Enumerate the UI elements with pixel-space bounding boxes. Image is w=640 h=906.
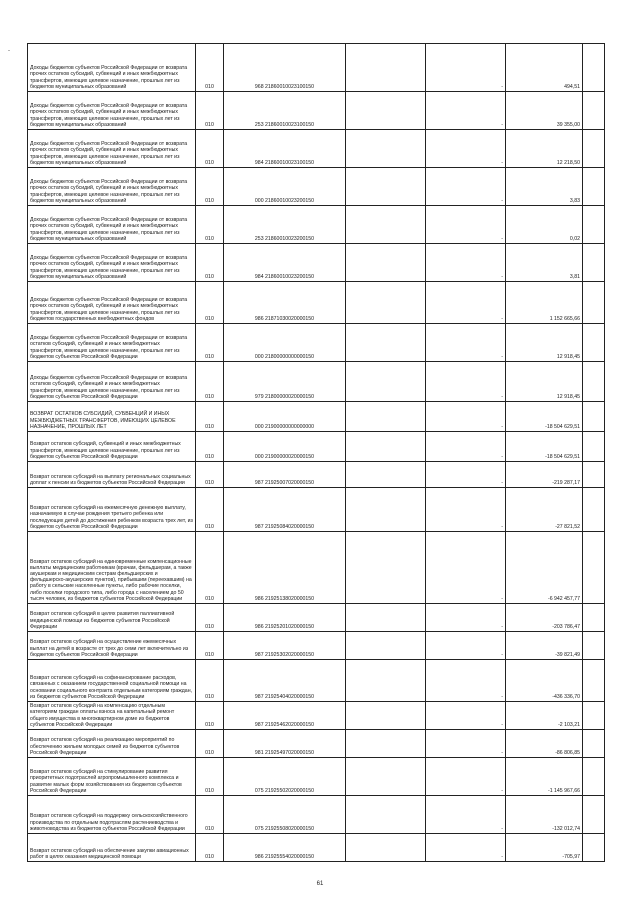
row-empty-cell [346,532,426,604]
table-row [28,532,605,604]
row-empty-cell [583,362,605,402]
row-dash-cell: - [426,660,506,702]
row-amount: -18 504 629,51 [506,432,583,462]
table-row [28,282,605,324]
row-dash-cell: - [426,604,506,632]
row-dash-cell: - [426,92,506,130]
row-amount: -27 821,52 [506,488,583,532]
row-name: Возврат остатков субсидий, субвенций и иных межбюджетных трансфертов, имеющих целевое назначение, прошлых лет из бюджетов субъектов Российской Федерации [28,432,196,462]
row-empty-cell [583,488,605,532]
row-kbk-code: 968 21860010023100150 [224,44,346,92]
row-empty-cell [346,758,426,796]
row-dash-cell: - [426,362,506,402]
table-row [28,168,605,206]
row-name: Доходы бюджетов субъектов Российской Федерации от возврата прочих остатков субсидий, субвенций и иных межбюджетных трансфертов, имеющих целевое назначение, прошлых лет из бюджетов муниципальных образований [28,206,196,244]
row-kbk-code: 986 21925138020000150 [224,532,346,604]
revenue-table [27,43,605,862]
row-empty-cell [346,282,426,324]
table-row [28,432,605,462]
row-dash-cell: - [426,244,506,282]
row-amount: 12 918,45 [506,362,583,402]
row-code: 010 [196,362,224,402]
table-row [28,92,605,130]
row-name: Возврат остатков субсидий на единовременные компенсационные выплаты медицинским работникам (врачам, фельдшерам, а также акушеркам и медицинским сестрам фельдшерских и фельдшерско-акушерских пунктов), прибывшим (переехавшим) на работу в сельские населенные пункты, либо рабочие поселки, либо поселки городского типа, либо города с населением до 50 тысяч человек, из бюджетов субъектов Российской Федерации [28,532,196,604]
table-row [28,206,605,244]
table-row [28,660,605,702]
row-code: 010 [196,282,224,324]
row-kbk-code: 253 21860010023100150 [224,92,346,130]
row-dash-cell: - [426,282,506,324]
table-row [28,244,605,282]
row-amount: -6 942 457,77 [506,532,583,604]
row-empty-cell [583,324,605,362]
row-kbk-code: 253 21860010023200150 [224,206,346,244]
row-dash-cell: - [426,432,506,462]
table-row [28,488,605,532]
row-name: Доходы бюджетов субъектов Российской Федерации от возврата остатков субсидий, субвенций и иных межбюджетных трансфертов, имеющих целевое назначение, прошлых лет из бюджетов субъектов Российской Федерации [28,362,196,402]
row-amount: 3,81 [506,244,583,282]
row-empty-cell [346,796,426,834]
table-row [28,362,605,402]
row-kbk-code: 981 21925497020000150 [224,730,346,758]
row-empty-cell [583,462,605,488]
row-empty-cell [346,168,426,206]
row-empty-cell [583,532,605,604]
row-name: Возврат остатков субсидий на стимулирование развития приоритетных подотраслей агропромышленного комплекса и развитие малых форм хозяйствования из бюджетов субъектов Российской Федерации [28,758,196,796]
row-code: 010 [196,324,224,362]
row-dash-cell: - [426,632,506,660]
row-code: 010 [196,604,224,632]
row-code: 010 [196,796,224,834]
row-empty-cell [346,632,426,660]
row-code: 010 [196,206,224,244]
row-code: 010 [196,834,224,862]
row-code: 010 [196,758,224,796]
row-kbk-code: 979 21800000020000150 [224,362,346,402]
row-amount: 12 918,45 [506,324,583,362]
row-dash-cell: - [426,206,506,244]
row-kbk-code: 987 21925404020000150 [224,660,346,702]
row-empty-cell [346,730,426,758]
row-name: Возврат остатков субсидий на реализацию мероприятий по обеспечению жильем молодых семей из бюджетов субъектов Российской Федерации [28,730,196,758]
row-name: Доходы бюджетов субъектов Российской Федерации от возврата прочих остатков субсидий, субвенций и иных межбюджетных трансфертов, имеющих целевое назначение, прошлых лет из бюджетов муниципальных образований [28,130,196,168]
row-empty-cell [583,92,605,130]
row-empty-cell [583,604,605,632]
row-empty-cell [583,660,605,702]
row-name: Возврат остатков субсидий на ежемесячную денежную выплату, назначаемую в случае рождения третьего ребенка или последующих детей до достижения ребенком возраста трех лет, из бюджетов субъектов Российской Федерации [28,488,196,532]
row-empty-cell [346,432,426,462]
row-kbk-code: 987 21925084020000150 [224,488,346,532]
row-code: 010 [196,462,224,488]
row-name: Возврат остатков субсидий на софинансирование расходов, связанных с оказанием государственной социальной помощи на основании социального контракта отдельным категориям граждан, из бюджетов субъектов Российской Федерации [28,660,196,702]
row-empty-cell [346,834,426,862]
row-code: 010 [196,632,224,660]
table-row [28,130,605,168]
row-dash-cell: - [426,758,506,796]
row-amount: -436 336,70 [506,660,583,702]
table-row [28,604,605,632]
row-code: 010 [196,44,224,92]
row-amount: 12 218,50 [506,130,583,168]
row-dash-cell: - [426,462,506,488]
row-dash-cell: - [426,130,506,168]
row-code: 010 [196,660,224,702]
row-empty-cell [583,432,605,462]
row-empty-cell [583,130,605,168]
row-empty-cell [346,462,426,488]
row-kbk-code: 987 21925462020000150 [224,702,346,730]
row-kbk-code: 986 21871030020000150 [224,282,346,324]
row-empty-cell [346,244,426,282]
row-name: Доходы бюджетов субъектов Российской Федерации от возврата прочих остатков субсидий, субвенций и иных межбюджетных трансфертов, имеющих целевое назначение, прошлых лет из бюджетов муниципальных образований [28,168,196,206]
row-code: 010 [196,488,224,532]
row-name: Доходы бюджетов субъектов Российской Федерации от возврата прочих остатков субсидий, субвенций и иных межбюджетных трансфертов, имеющих целевое назначение, прошлых лет из бюджетов государственных внебюджетных фондов [28,282,196,324]
row-empty-cell [583,244,605,282]
row-empty-cell [583,834,605,862]
row-amount: 3,83 [506,168,583,206]
row-kbk-code: 000 21900000000000000 [224,402,346,432]
row-kbk-code: 986 21925201020000150 [224,604,346,632]
row-amount: -219 287,17 [506,462,583,488]
table-row [28,702,605,730]
row-amount: -39 821,49 [506,632,583,660]
row-code: 010 [196,432,224,462]
row-dash-cell: - [426,834,506,862]
row-code: 010 [196,244,224,282]
row-amount: -2 103,21 [506,702,583,730]
row-empty-cell [583,730,605,758]
table-row [28,796,605,834]
table-row [28,44,605,92]
row-dash-cell: - [426,44,506,92]
row-empty-cell [346,604,426,632]
table-row [28,758,605,796]
row-kbk-code: 000 21860010023200150 [224,168,346,206]
row-amount: -705,97 [506,834,583,862]
row-empty-cell [583,402,605,432]
row-dash-cell: - [426,324,506,362]
row-empty-cell [346,92,426,130]
row-dash-cell: - [426,488,506,532]
row-amount: -18 504 629,51 [506,402,583,432]
row-dash-cell: - [426,730,506,758]
row-amount: 39 355,00 [506,92,583,130]
row-amount: 494,51 [506,44,583,92]
row-kbk-code: 075 21925502020000150 [224,758,346,796]
row-name: Возврат остатков субсидий на осуществление ежемесячных выплат на детей в возрасте от трех до семи лет включительно из бюджетов субъектов Российской Федерации [28,632,196,660]
row-empty-cell [583,632,605,660]
row-empty-cell [583,758,605,796]
row-dash-cell: - [426,402,506,432]
row-kbk-code: 984 21860010023200150 [224,244,346,282]
table-row [28,730,605,758]
row-kbk-code: 984 21860010023100150 [224,130,346,168]
row-empty-cell [583,168,605,206]
row-empty-cell [346,660,426,702]
row-code: 010 [196,702,224,730]
row-empty-cell [346,324,426,362]
row-name: Возврат остатков субсидий на поддержку сельскохозяйственного производства по отдельным подотраслям растениеводства и животноводства из бюджетов субъектов Российской Федерации [28,796,196,834]
table-row [28,632,605,660]
row-amount: -132 012,74 [506,796,583,834]
row-code: 010 [196,92,224,130]
table-row [28,324,605,362]
row-code: 010 [196,130,224,168]
row-dash-cell: - [426,702,506,730]
row-empty-cell [583,44,605,92]
row-name: Возврат остатков субсидий на обеспечение закупки авиационных работ в целях оказания медицинской помощи [28,834,196,862]
row-kbk-code: 000 21900000020000150 [224,432,346,462]
row-empty-cell [346,402,426,432]
row-kbk-code: 075 21925508020000150 [224,796,346,834]
row-kbk-code: 987 21925007020000150 [224,462,346,488]
row-empty-cell [583,702,605,730]
row-amount: -86 806,85 [506,730,583,758]
row-empty-cell [583,796,605,834]
edge-mark: - [8,48,10,54]
row-name: ВОЗВРАТ ОСТАТКОВ СУБСИДИЙ, СУБВЕНЦИЙ И ИНЫХ МЕЖБЮДЖЕТНЫХ ТРАНСФЕРТОВ, ИМЕЮЩИХ ЦЕЛЕВОЕ НАЗНАЧЕНИЕ, ПРОШЛЫХ ЛЕТ [28,402,196,432]
row-name: Доходы бюджетов субъектов Российской Федерации от возврата прочих остатков субсидий, субвенций и иных межбюджетных трансфертов, имеющих целевое назначение, прошлых лет из бюджетов муниципальных образований [28,44,196,92]
row-code: 010 [196,532,224,604]
row-name: Доходы бюджетов субъектов Российской Федерации от возврата остатков субсидий, субвенций и иных межбюджетных трансфертов, имеющих целевое назначение, прошлых лет из бюджетов субъектов Российской Федерации [28,324,196,362]
row-code: 010 [196,402,224,432]
row-kbk-code: 000 21800000000000150 [224,324,346,362]
row-code: 010 [196,168,224,206]
row-name: Возврат остатков субсидий на компенсацию отдельным категориям граждан оплаты взноса на капитальный ремонт общего имущества в многоквартирном доме из бюджетов субъектов Российской Федерации [28,702,196,730]
row-dash-cell: - [426,796,506,834]
row-empty-cell [346,130,426,168]
row-amount: 1 152 665,66 [506,282,583,324]
row-empty-cell [346,44,426,92]
row-dash-cell: - [426,168,506,206]
row-kbk-code: 986 21925554020000150 [224,834,346,862]
row-empty-cell [346,206,426,244]
row-name: Возврат остатков субсидий на выплату региональных социальных доплат к пенсии из бюджетов субъектов Российской Федерации [28,462,196,488]
row-empty-cell [346,362,426,402]
row-name: Возврат остатков субсидий в целях развития паллиативной медицинской помощи из бюджетов субъектов Российской Федерации [28,604,196,632]
row-amount: -1 145 967,66 [506,758,583,796]
row-name: Доходы бюджетов субъектов Российской Федерации от возврата прочих остатков субсидий, субвенций и иных межбюджетных трансфертов, имеющих целевое назначение, прошлых лет из бюджетов муниципальных образований [28,244,196,282]
row-code: 010 [196,730,224,758]
row-amount: -203 786,47 [506,604,583,632]
row-name: Доходы бюджетов субъектов Российской Федерации от возврата прочих остатков субсидий, субвенций и иных межбюджетных трансфертов, имеющих целевое назначение, прошлых лет из бюджетов муниципальных образований [28,92,196,130]
table-body [28,44,605,862]
table-row [28,834,605,862]
row-amount: 0,02 [506,206,583,244]
table-row [28,402,605,432]
row-dash-cell: - [426,532,506,604]
row-empty-cell [583,206,605,244]
table-row [28,462,605,488]
row-empty-cell [346,702,426,730]
row-empty-cell [346,488,426,532]
row-kbk-code: 987 21925302020000150 [224,632,346,660]
row-empty-cell [583,282,605,324]
page-number: 61 [316,881,324,887]
